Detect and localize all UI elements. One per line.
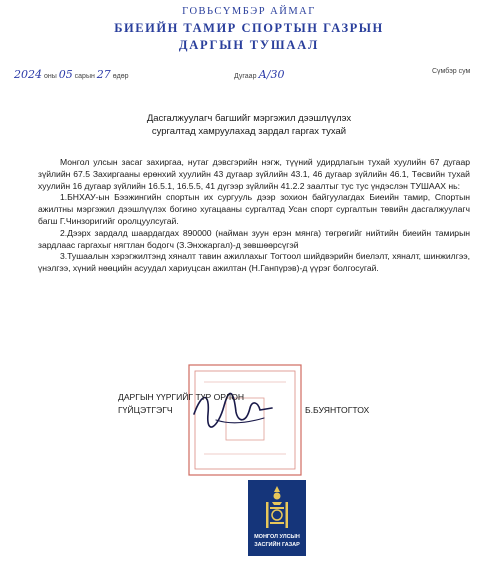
title-line-1: Дасгалжуулагч багшийг мэргэжил дээшлүүлэх <box>146 113 352 124</box>
title-line-2: сургалтад хамруулахад зардал гаргах тухай <box>151 126 347 137</box>
aimag-heading: ГОВЬСҮМБЭР АЙМАГ <box>182 6 316 17</box>
order-date <box>14 68 129 81</box>
signatory-title-line-1: ДАРГЫН ҮҮРГИЙГ ТҮР ОРЛОН <box>118 392 245 402</box>
body-paragraph-preamble: Монгол улсын засаг захиргаа, нутаг дэвсгэрийн нэгж, түүний удирдлагын тухай хуулийн 67 дугаар зүйлийн 67.5 Захиргааны ерөнхий хуулийн 43 дугаар зүйлийн 43.1, 46 дугаар зүйлийн 46.1, Төсвийн тухай хуулийн 16 дугаар зүйлийн 16.5.1, 16.5.5, 41 дүгээр зүйлийн 41.2.2 заалтыг тус тус үндэслэн ТУШААХ нь: <box>38 157 470 191</box>
date-month: 05 <box>58 68 73 81</box>
document-body <box>38 157 470 275</box>
signatory-title-line-2: ГҮЙЦЭТГЭГЧ <box>118 405 173 415</box>
date-day: 27 <box>96 68 111 81</box>
body-paragraph-1: 1.БНХАУ-ын Бээжингийн спортын их сургууль дээр зохион байгуулагдах Биеийн тамир, Спортын ажилтны мэргэжил дээшлүүлэх богино хугацааны сургалтад Усан спорт сургалтын төвийн дасгалжуулагч багш Г.Чинзоригийг оролцуулсугай. <box>38 192 470 226</box>
government-logo <box>248 480 306 556</box>
number-label: Дугаар <box>234 73 257 80</box>
number-value: А/30 <box>258 68 285 81</box>
order-place: Сүмбэр сум <box>432 68 471 75</box>
signatory-name: Б.БУЯНТОГТОХ <box>305 405 370 415</box>
logo-text-line-2: ЗАСГИЙН ГАЗАР <box>254 542 300 548</box>
body-paragraph-3: 3.Тушаалын хэрэгжилтэнд хяналт тавин ажиллахыг Тогтоол шийдвэрийн биелэлт, хяналт, шинжилгээ, үнэлгээ, хүний нөөцийн асуудал хариуцсан ажилтан (Н.Ганпүрэв)-д үүрэг болгосугай. <box>38 251 470 274</box>
organization-heading: БИЕИЙН ТАМИР СПОРТЫН ГАЗРЫН <box>114 21 384 35</box>
order-number <box>234 68 284 81</box>
document-title <box>0 112 498 138</box>
date-month-suffix: сарын <box>74 73 95 80</box>
date-year: 2024 <box>14 68 42 81</box>
logo-text-line-1: МОНГОЛ УЛСЫН <box>254 534 300 540</box>
soyombo-icon <box>248 482 306 534</box>
body-paragraph-2: 2.Дээрх зардалд шаардагдах 890000 (найман зуун ерэн мянга) төгрөгийг нийтийн биеийн тамирын зардлаас гаргахыг нягтлан бодогч (З.Энхжаргал)-д зөвшөөрсүгэй <box>38 227 470 250</box>
date-day-suffix: өдөр <box>112 73 129 80</box>
date-year-suffix: оны <box>43 73 57 80</box>
order-title: ДАРГЫН ТУШААЛ <box>178 38 320 52</box>
